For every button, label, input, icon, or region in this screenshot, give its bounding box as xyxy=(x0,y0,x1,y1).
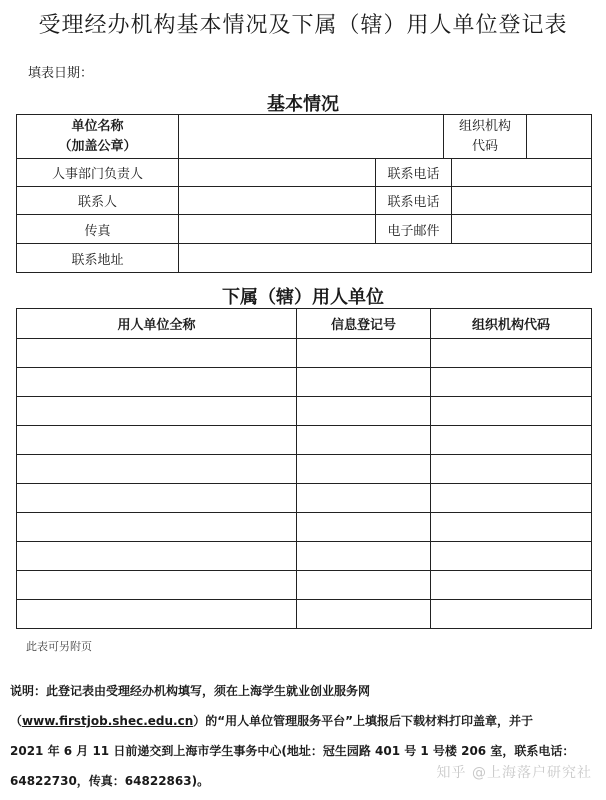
unit-fullname-cell[interactable] xyxy=(17,368,297,397)
col-header-org-code: 组织机构代码 xyxy=(431,309,592,339)
fax-field[interactable] xyxy=(179,215,376,244)
org-code-cell[interactable] xyxy=(431,542,592,571)
org-code-cell[interactable] xyxy=(431,426,592,455)
form-title: 受理经办机构基本情况及下属（辖）用人单位登记表 xyxy=(38,13,568,38)
org-code-label xyxy=(444,115,527,159)
subordinate-units-table xyxy=(16,308,592,629)
basic-section-heading: 基本情况 xyxy=(267,94,339,115)
info-reg-no-cell[interactable] xyxy=(297,368,431,397)
address-field[interactable] xyxy=(179,244,592,273)
table-row xyxy=(17,571,592,600)
units-section-heading: 下属（辖）用人单位 xyxy=(222,287,384,308)
unit-name-label-line1: 单位名称 xyxy=(71,118,124,134)
info-reg-no-cell[interactable] xyxy=(297,542,431,571)
instructions-line2-suffix: ）的“用人单位管理服务平台”上填报后下载材料打印盖章，并于 xyxy=(193,714,534,728)
unit-fullname-cell[interactable] xyxy=(17,600,297,629)
unit-fullname-cell[interactable] xyxy=(17,397,297,426)
hr-head-label: 人事部门负责人 xyxy=(17,159,179,187)
info-reg-no-cell[interactable] xyxy=(297,397,431,426)
fax-label: 传真 xyxy=(17,215,179,244)
table-row xyxy=(17,484,592,513)
unit-fullname-cell[interactable] xyxy=(17,542,297,571)
table-row xyxy=(17,368,592,397)
basic-info-table xyxy=(16,114,592,273)
unit-name-label-line2: （加盖公章） xyxy=(58,138,137,154)
org-code-cell[interactable] xyxy=(431,339,592,368)
org-code-cell[interactable] xyxy=(431,484,592,513)
unit-fullname-cell[interactable] xyxy=(17,571,297,600)
instructions-line2 xyxy=(10,706,600,736)
org-code-cell[interactable] xyxy=(431,455,592,484)
org-code-cell[interactable] xyxy=(431,571,592,600)
org-code-cell[interactable] xyxy=(431,368,592,397)
watermark: 知乎 @上海落户研究社 xyxy=(436,765,592,781)
col-header-unit-fullname: 用人单位全称 xyxy=(17,309,297,339)
org-code-cell[interactable] xyxy=(431,397,592,426)
org-code-label-line1: 组织机构 xyxy=(459,118,512,134)
info-reg-no-cell[interactable] xyxy=(297,571,431,600)
unit-name-label xyxy=(17,115,179,159)
unit-fullname-cell[interactable] xyxy=(17,455,297,484)
table-row xyxy=(17,397,592,426)
unit-fullname-cell[interactable] xyxy=(17,426,297,455)
table-row xyxy=(17,600,592,629)
email-label: 电子邮件 xyxy=(376,215,452,244)
unit-fullname-cell[interactable] xyxy=(17,484,297,513)
info-reg-no-cell[interactable] xyxy=(297,426,431,455)
unit-name-field[interactable] xyxy=(179,115,444,159)
unit-fullname-cell[interactable] xyxy=(17,513,297,542)
info-reg-no-cell[interactable] xyxy=(297,339,431,368)
email-field[interactable] xyxy=(452,215,592,244)
table-row xyxy=(17,426,592,455)
phone2-label: 联系电话 xyxy=(376,187,452,215)
contact-label: 联系人 xyxy=(17,187,179,215)
units-table-body xyxy=(17,339,592,629)
extra-page-note: 此表可另附页 xyxy=(26,640,92,653)
col-header-info-reg-no: 信息登记号 xyxy=(297,309,431,339)
instructions-line4: 64822730，传真：64822863)。 xyxy=(10,774,210,788)
phone1-field[interactable] xyxy=(452,159,592,187)
org-code-cell[interactable] xyxy=(431,600,592,629)
service-website-link[interactable]: www.firstjob.shec.edu.cn xyxy=(22,714,194,728)
info-reg-no-cell[interactable] xyxy=(297,484,431,513)
table-row xyxy=(17,339,592,368)
info-reg-no-cell[interactable] xyxy=(297,513,431,542)
fill-date-label: 填表日期： xyxy=(28,66,94,81)
instructions-line1: 说明：此登记表由受理经办机构填写，须在上海学生就业创业服务网 xyxy=(10,684,371,698)
address-label: 联系地址 xyxy=(17,244,179,273)
info-reg-no-cell[interactable] xyxy=(297,600,431,629)
hr-head-field[interactable] xyxy=(179,159,376,187)
phone2-field[interactable] xyxy=(452,187,592,215)
info-reg-no-cell[interactable] xyxy=(297,455,431,484)
table-row xyxy=(17,513,592,542)
table-row xyxy=(17,455,592,484)
org-code-field[interactable] xyxy=(527,115,592,159)
unit-fullname-cell[interactable] xyxy=(17,339,297,368)
instructions-line3: 2021 年 6 月 11 日前递交到上海市学生事务中心(地址：冠生园路 401 号 1 号楼 206 室，联系电话： xyxy=(10,744,575,758)
org-code-label-line2: 代码 xyxy=(472,138,499,154)
phone1-label: 联系电话 xyxy=(376,159,452,187)
table-row xyxy=(17,542,592,571)
instructions-line2-prefix: （ xyxy=(10,714,23,728)
contact-field[interactable] xyxy=(179,187,376,215)
org-code-cell[interactable] xyxy=(431,513,592,542)
